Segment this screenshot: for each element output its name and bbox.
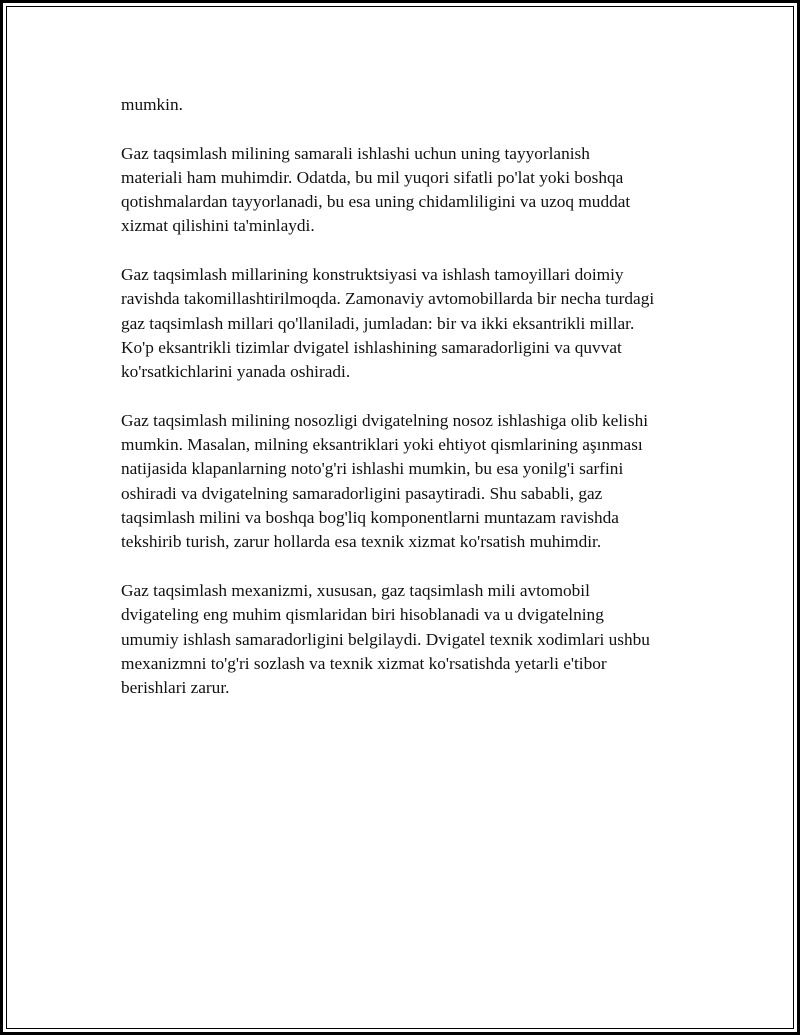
paragraph-conclusion: Gaz taqsimlash mexanizmi, xususan, gaz taqsimlash mili avtomobil dvigateling eng muhim qismlaridan biri hisoblanadi va u dvigatelning umumiy ishlash samaradorligini belgilaydi. Dvigatel texnik xodimlari ushbu mexanizmni to'g'ri sozlash va texnik xizmat ko'rsatishda yetarli e'tibor berishlari zarur. xyxy=(121,580,650,698)
page-body xyxy=(121,93,696,725)
paragraph-material: Gaz taqsimlash milining samarali ishlashi uchun uning tayyorlanish materiali ham muhimdir. Odatda, bu mil yuqori sifatli po'lat yoki boshqa qotishmalardan tayyorlanadi, bu esa uning chidamliligini va uzoq muddat xizmat qilishini ta'minlaydi. xyxy=(121,143,631,236)
paragraph-malfunction: Gaz taqsimlash milining nosozligi dvigatelning nosoz ishlashiga olib kelishi mumkin. Masalan, milning eksantriklari yoki ehtiyot qismlarining aşınması natijasida klapanlarning noto'g'ri ishlashi mumkin, bu esa yonilg'i sarfini oshiradi va dvigatelning samaradorligini pasaytiradi. Shu sababli, gaz taqsimlash milini va boshqa bog'liq komponentlarni muntazam ravishda tekshirib turish, zarur hollarda esa texnik xizmat ko'rsatish muhimdir. xyxy=(121,410,649,552)
paragraph-continuation: mumkin. xyxy=(121,95,183,114)
paragraph-construction: Gaz taqsimlash millarining konstruktsiyasi va ishlash tamoyillari doimiy ravishda takomillashtirilmoqda. Zamonaviy avtomobillarda bir necha turdagi gaz taqsimlash millari qo'llaniladi, jumladan: bir va ikki eksantrikli millar. Ko'p eksantrikli tizimlar dvigatel ishlashining samaradorligini va quvvat ko'rsatkichlarini yanada oshiradi. xyxy=(121,265,655,382)
